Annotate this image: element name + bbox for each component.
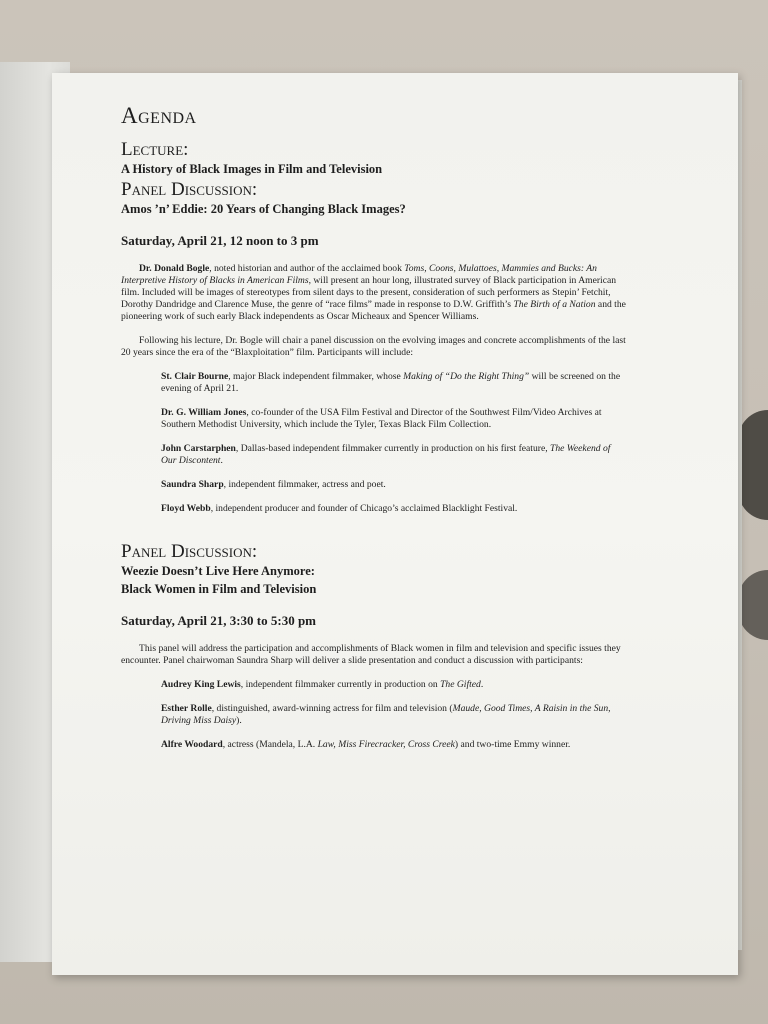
lecture-description [121,263,626,323]
participant-name: Alfre Woodard [161,739,223,750]
text-span: . [480,679,484,690]
speaker-name: Dr. Donald Bogle [139,263,210,274]
participant-item [161,479,626,491]
book-title: Toms, Coons, Mulattoes, Mammies and Bucks: An Interpretive History of Blacks in American Films [121,263,597,286]
panel1-date: Saturday, April 21, 12 noon to 3 pm [121,233,319,248]
panel1-following-text: Following his lecture, Dr. Bogle will chair a panel discussion on the evolving images and concrete accomplishments of the last 20 years since the era of the “Blaxploitation” film. Participants will include: [121,335,626,358]
text-span: will be screened on the evening of April 21. [161,371,621,394]
text-span: , distinguished, award-winning actress for film and television ( [211,703,453,714]
lecture-title: A History of Black Images in Film and Television [121,162,383,176]
agenda-content [121,103,626,763]
panel1-heading: Panel Discussion: [121,179,258,200]
work-title: The Weekend of Our Discontent [161,443,611,466]
work-title: Law, Miss Firecracker, Cross Creek [317,739,455,750]
lecture-heading: Lecture: [121,139,189,160]
participant-item [161,371,626,395]
participant-name: Esther Rolle [161,703,212,714]
text-span: , noted historian and author of the acclaimed book [209,263,405,274]
section-gap [121,527,626,541]
participant-name: Dr. G. William Jones [161,407,247,418]
panel2-date: Saturday, April 21, 3:30 to 5:30 pm [121,613,317,628]
participant-item [161,679,626,691]
participant-item [161,503,626,515]
participant-item [161,407,626,431]
text-span: , Dallas-based independent filmmaker currently in production on his first feature, [235,443,551,454]
text-span: , actress (Mandela, L.A. [222,739,318,750]
panel1-title: Amos ’n’ Eddie: 20 Years of Changing Black Images? [121,202,406,216]
participant-name: Audrey King Lewis [161,679,241,690]
text-span: ) and two-time Emmy winner. [454,739,571,750]
work-title: Making of “Do the Right Thing” [403,371,530,382]
panel2-heading: Panel Discussion: [121,541,258,562]
text-span: , co-founder of the USA Film Festival and Director of the Southwest Film/Video Archives at Southern Methodist University, which include the Tyler, Texas Black Film Collection. [161,407,602,430]
text-span: ). [236,715,242,726]
participant-item [161,739,626,751]
film-title: The Birth of a Nation [513,299,596,310]
agenda-leaflet [52,73,738,975]
participant-name: Floyd Webb [161,503,211,514]
text-span: , will present an hour long, illustrated survey of Black participation in American film. Included will be images of stereotypes from silent days to the present, consideration of such performers as Stepin’ Fetchit, Dorothy Dandridge and Clarence Muse, the genre of “race films” made in response to D.W. Griffith’s [121,275,617,310]
panel2-title-line1: Weezie Doesn’t Live Here Anymore: [121,564,315,578]
text-span: and the pioneering work of such early Black independents as Oscar Micheaux and Spencer Williams. [121,299,626,322]
hand-shadow [738,410,768,520]
participant-name: Saundra Sharp [161,479,224,490]
participant-name: St. Clair Bourne [161,371,229,382]
panel2-title-line2: Black Women in Film and Television [121,582,317,596]
text-span: , major Black independent filmmaker, whose [228,371,404,382]
work-title: The Gifted [440,679,481,690]
work-title: Maude, Good Times, A Raisin in the Sun, Driving Miss Daisy [161,703,611,726]
text-span: , independent producer and founder of Chicago’s acclaimed Blacklight Festival. [210,503,518,514]
participant-item [161,443,626,467]
text-span: , independent filmmaker currently in production on [240,679,441,690]
panel2-intro: This panel will address the participation and accomplishments of Black women in film and television and specific issues they encounter. Panel chairwoman Saundra Sharp will deliver a slide presentation and conduct a discussion with participants: [121,643,621,666]
participant-name: John Carstarphen [161,443,236,454]
text-span: , independent filmmaker, actress and poet. [223,479,386,490]
participant-item [161,703,626,727]
text-span: . [220,455,223,466]
agenda-title: Agenda [121,103,197,128]
